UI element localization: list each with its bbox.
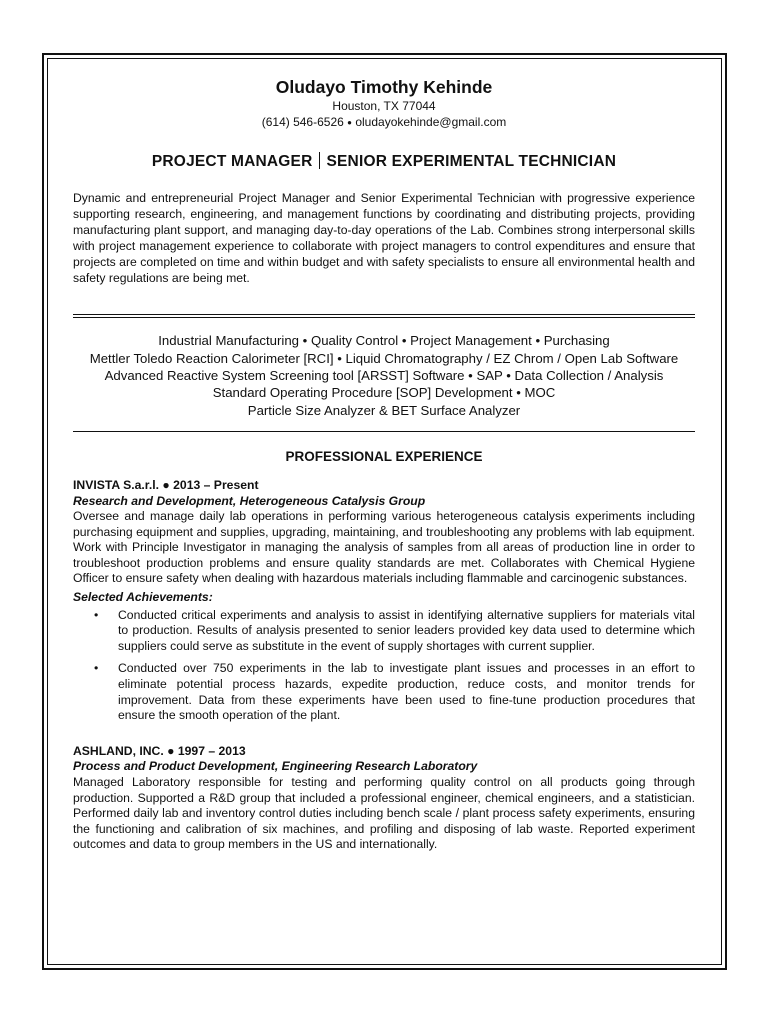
job-role: Research and Development, Heterogeneous Catalysis Group xyxy=(73,493,426,508)
bullet-icon: • xyxy=(94,607,99,622)
section-divider xyxy=(73,431,695,432)
summary-paragraph: Dynamic and entrepreneurial Project Manager and Senior Experimental Technician with progressive experience supporting research, engineering, and management functions by coordinating and distributing projects, providing manufacturing plant support, and managing day-to-day operations of the Lab. Combines strong interpersonal skills with project management experience to collaborate with project managers to control expenditures and ensure that projects are completed on time and within budget and with safety specialists to ensure all environmental health and safety regulations are being met. xyxy=(73,191,695,285)
title-right: SENIOR EXPERIMENTAL TECHNICIAN xyxy=(326,153,617,170)
professional-title xyxy=(73,152,695,172)
resume-content xyxy=(73,75,695,853)
achievements-heading: Selected Achievements: xyxy=(73,590,213,605)
bullet-icon: • xyxy=(94,661,99,676)
achievement-text: Conducted critical experiments and analysis to assist in identifying alternative suppliers for materials vital to production. Results of analysis presented to senior leaders provided key data used to determine which suppliers could serve as substitute in the event of supply shortages with current supplier. xyxy=(118,607,695,653)
address: Houston, TX 77044 xyxy=(332,99,436,113)
achievements-list xyxy=(73,608,695,724)
job-company: ASHLAND, INC. ● 1997 – 2013 xyxy=(73,743,246,758)
skills-line: Industrial Manufacturing • Quality Control • Project Management • Purchasing xyxy=(158,333,610,349)
list-item xyxy=(73,608,695,655)
skills-line: Advanced Reactive System Screening tool [ARSST] Software • SAP • Data Collection / Analysis xyxy=(104,368,664,384)
job-role: Process and Product Development, Engineering Research Laboratory xyxy=(73,759,478,774)
contact-separator: ● xyxy=(347,117,352,127)
achievement-text: Conducted over 750 experiments in the lab to investigate plant issues and processes in an effort to eliminate potential process hazards, expedite production, reduce costs, and monitor trends for improvement. Data from these experiments have been used to fine-tune production procedures that ensure the smooth operation of the plant. xyxy=(118,661,695,723)
list-item xyxy=(73,661,695,723)
contact-line xyxy=(73,115,695,131)
title-divider xyxy=(319,152,320,169)
email: oludayokehinde@gmail.com xyxy=(355,114,507,129)
phone: (614) 546-6526 xyxy=(261,114,344,129)
skills-line: Particle Size Analyzer & BET Surface Analyzer xyxy=(247,402,521,418)
skills-line: Mettler Toledo Reaction Calorimeter [RCI] • Liquid Chromatography / EZ Chrom / Open Lab Software xyxy=(89,350,679,366)
skills-block xyxy=(73,332,695,418)
title-left: PROJECT MANAGER xyxy=(151,153,313,170)
section-divider xyxy=(73,314,695,318)
skills-line: Standard Operating Procedure [SOP] Development • MOC xyxy=(212,385,556,401)
job-description: Managed Laboratory responsible for testing and performing quality control on all products going through production. Supported a R&D group that included a professional engineer, chemical engineers, and a statistician. Performed daily lab and inventory control duties including bench scale / plant process safety experiments, ensuring the functioning and calibration of six machines, and profiling and disposing of lab waste. Reported experiment outcomes and data to group members in the US and internationally. xyxy=(73,775,695,852)
job-company: INVISTA S.a.r.l. ● 2013 – Present xyxy=(73,477,259,492)
job-entry xyxy=(73,478,695,724)
job-description: Oversee and manage daily lab operations in performing various heterogeneous catalysis experiments including purchasing equipment and supplies, upgrading, maintaining, and troubleshooting any problems with lab equipment. Work with Principle Investigator in managing the analysis of samples from all areas of production line in order to troubleshoot production problems and ensure quality standards are met. Collaborates with Chemical Hygiene Officer to ensure safety when dealing with hazardous materials including flammable and carcinogenic substances. xyxy=(73,509,695,586)
experience-heading: PROFESSIONAL EXPERIENCE xyxy=(285,448,483,464)
job-entry xyxy=(73,744,695,853)
candidate-name: Oludayo Timothy Kehinde xyxy=(275,77,493,97)
